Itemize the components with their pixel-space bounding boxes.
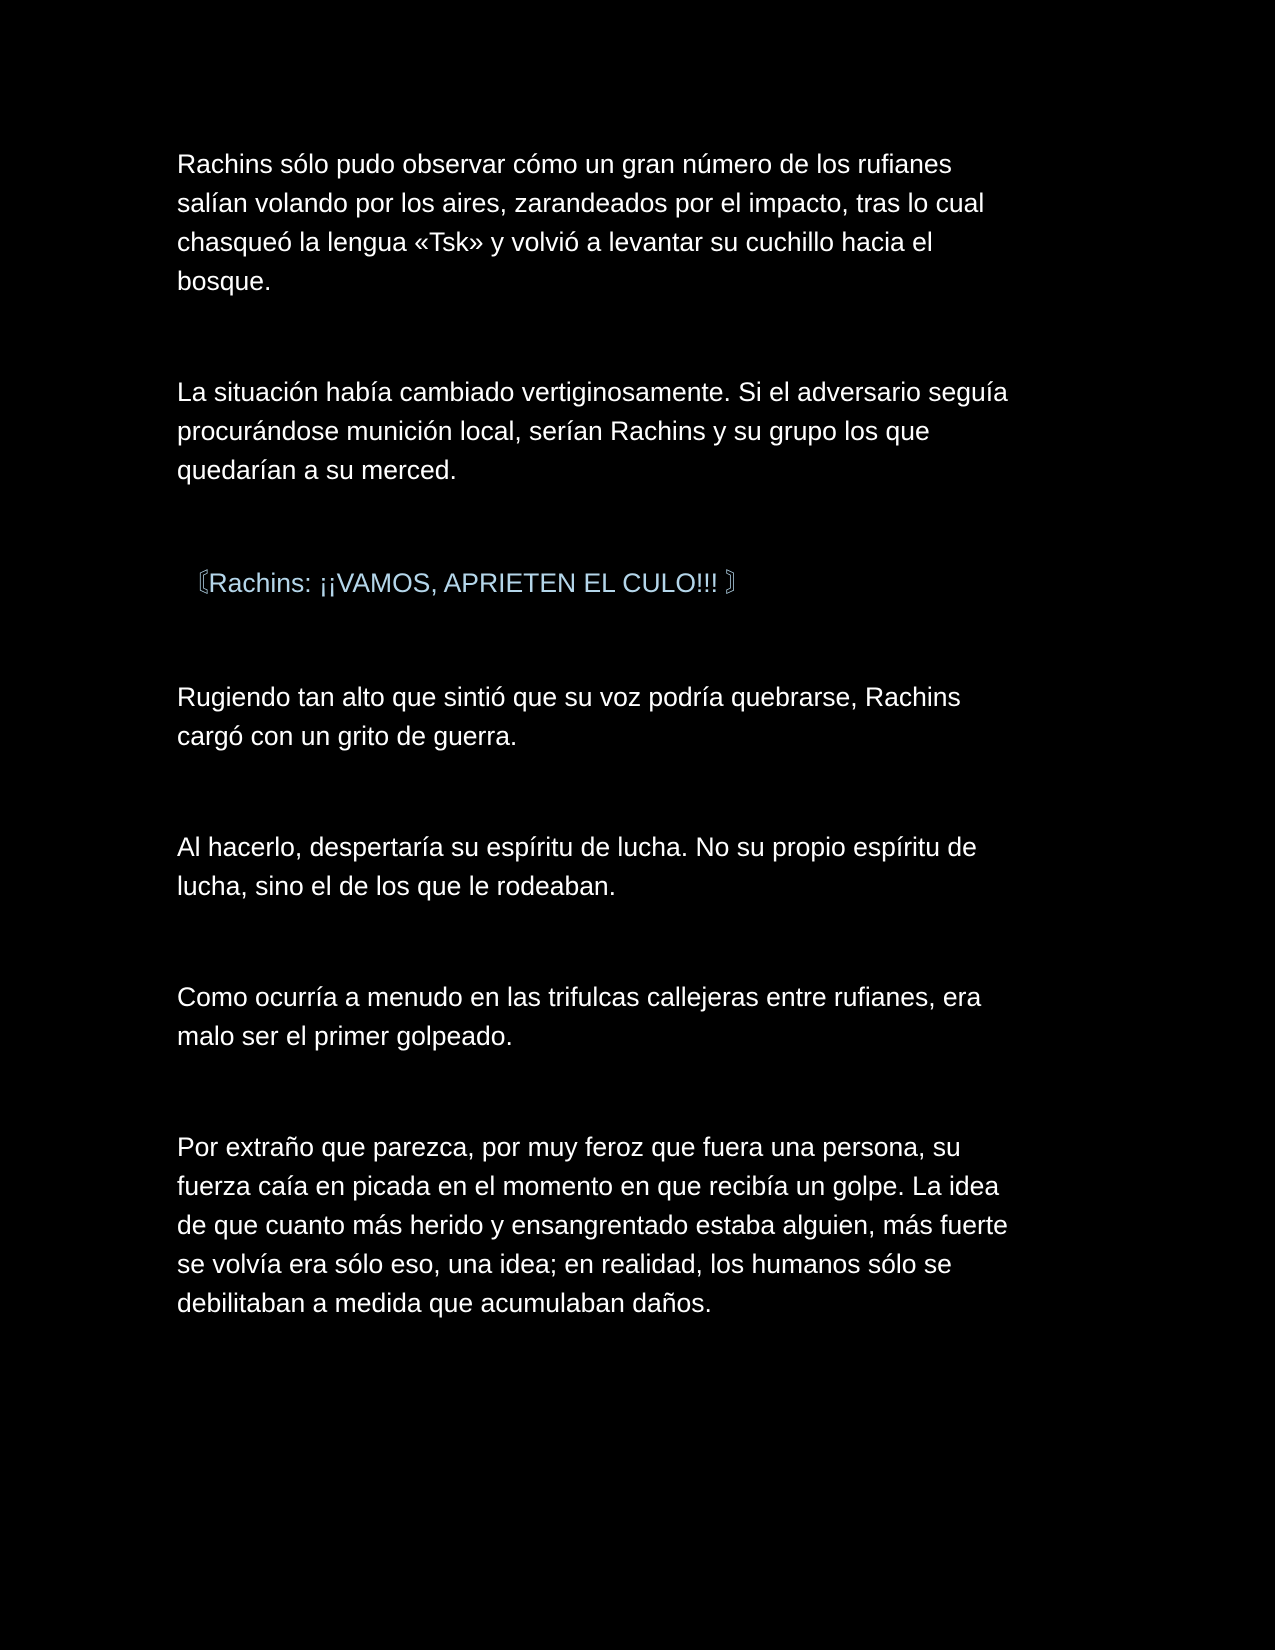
narrative-paragraph: Rachins sólo pudo observar cómo un gran número de los rufianes salían volando por los aires, zarandeados por el impacto, tras lo cual chasqueó la lengua «Tsk» y volvió a levantar su cuchillo hacia el bosque. bbox=[177, 149, 985, 296]
narrative-paragraph: La situación había cambiado vertiginosamente. Si el adversario seguía procurándose munición local, serían Rachins y su grupo los que quedarían a su merced. bbox=[177, 377, 1008, 485]
narrative-paragraph: Por extraño que parezca, por muy feroz que fuera una persona, su fuerza caía en picada en el momento en que recibía un golpe. La idea de que cuanto más herido y ensangrentado estaba alguien, más fuerte se volvía era sólo eso, una idea; en realidad, los humanos sólo se debilitaban a medida que acumulaban daños. bbox=[177, 1132, 1008, 1318]
narrative-paragraph: Al hacerlo, despertaría su espíritu de lucha. No su propio espíritu de lucha, sino el de los que le rodeaban. bbox=[177, 832, 977, 901]
dialogue-line: 〘Rachins: ¡¡VAMOS, APRIETEN EL CULO!!! 〙 bbox=[182, 568, 752, 598]
narrative-paragraph: Rugiendo tan alto que sintió que su voz podría quebrarse, Rachins cargó con un grito de guerra. bbox=[177, 682, 961, 751]
narrative-paragraph: Como ocurría a menudo en las trifulcas callejeras entre rufianes, era malo ser el primer golpeado. bbox=[177, 982, 982, 1051]
